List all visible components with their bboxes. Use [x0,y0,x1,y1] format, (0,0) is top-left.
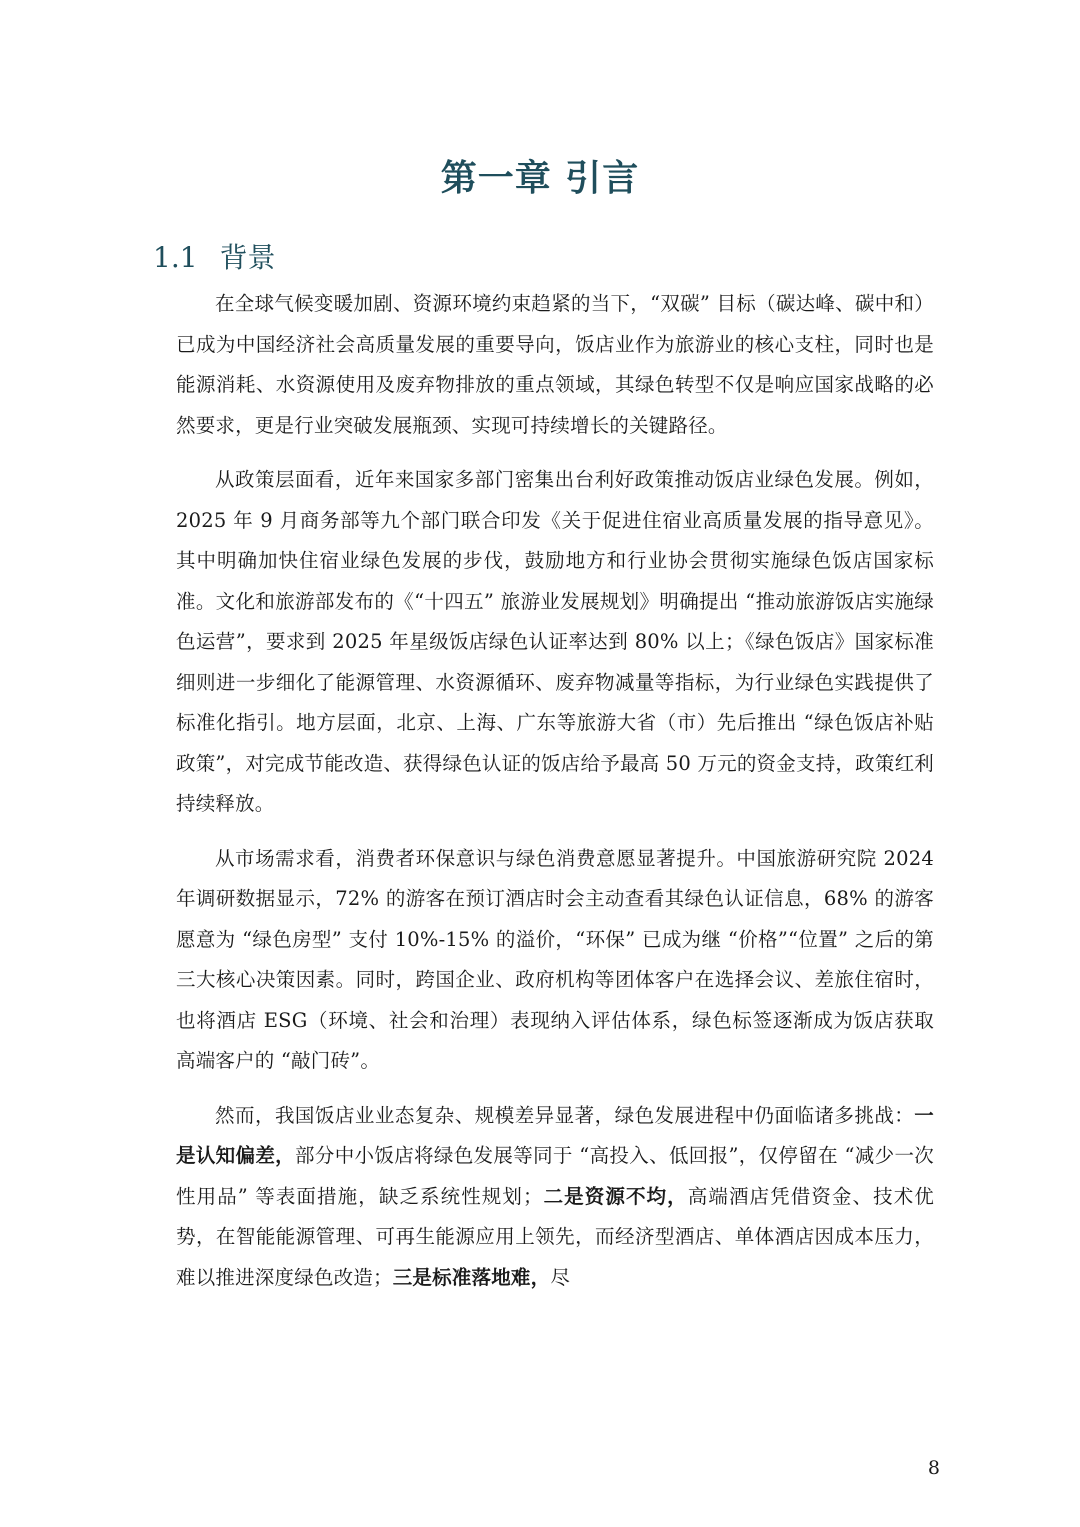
body-text [176,284,934,1312]
paragraph-challenges [176,1096,934,1299]
challenge-3-heading: 三是标准落地难， [392,1265,551,1289]
challenge-1-heading: 一是认知偏差， [176,1103,934,1167]
challenge-3-text: 尽 [550,1265,571,1289]
paragraph-policy: 从政策层面看，近年来国家多部门密集出台利好政策推动饭店业绿色发展。例如，2025 年 9 月商务部等九个部门联合印发《关于促进住宿业高质量发展的指导意见》。其中明确加快住宿业绿色发展的步伐，鼓励地方和行业协会贯彻实施绿色饭店国家标准。文化和旅游部发布的《“十四五” 旅游业发展规划》明确提出 “推动旅游饭店实施绿色运营”，要求到 2025 年星级饭店绿色认证率达到 80% 以上；《绿色饭店》国家标准细则进一步细化了能源管理、水资源循环、废弃物减量等指标，为行业绿色实践提供了标准化指引。地方层面，北京、上海、广东等旅游大省（市）先后推出 “绿色饭店补贴政策”，对完成节能改造、获得绿色认证的饭店给予最高 50 万元的资金支持，政策红利持续释放。 [176,468,934,815]
section-number: 1.1 [153,241,198,274]
paragraph-market-demand: 从市场需求看，消费者环保意识与绿色消费意愿显著提升。中国旅游研究院 2024 年调研数据显示，72% 的游客在预订酒店时会主动查看其绿色认证信息，68% 的游客愿意为 “绿色房型” 支付 10%-15% 的溢价，“环保” 已成为继 “价格”“位置” 之后的第三大核心决策因素。同时，跨国企业、政府机构等团体客户在选择会议、差旅住宿时，也将酒店 ESG（环境、社会和治理）表现纳入评估体系，绿色标签逐渐成为饭店获取高端客户的 “敲门砖”。 [176,846,934,1072]
challenge-2-text: 高端酒店凭借资金、技术优势，在智能能源管理、可再生能源应用上领先，而经济型酒店、单体酒店因成本压力，难以推进深度绿色改造； [176,1184,934,1289]
challenges-intro: 然而，我国饭店业业态复杂、规模差异显著，绿色发展进程中仍面临诸多挑战： [215,1103,915,1127]
paragraph-background: 在全球气候变暖加剧、资源环境约束趋紧的当下，“双碳” 目标（碳达峰、碳中和）已成为中国经济社会高质量发展的重要导向，饭店业作为旅游业的核心支柱，同时也是能源消耗、水资源使用及废弃物排放的重点领域，其绿色转型不仅是响应国家战略的必然要求，更是行业突破发展瓶颈、实现可持续增长的关键路径。 [176,292,934,437]
challenge-1-text: 部分中小饭店将绿色发展等同于 “高投入、低回报”，仅停留在 “减少一次性用品” 等表面措施，缺乏系统性规划； [176,1144,934,1208]
page-number: 8 [927,1457,940,1479]
section-title: 背景 [219,241,276,274]
challenge-2-heading: 二是资源不均， [542,1184,688,1208]
section-heading [153,236,276,280]
chapter-title: 第一章 引言 [440,157,640,199]
